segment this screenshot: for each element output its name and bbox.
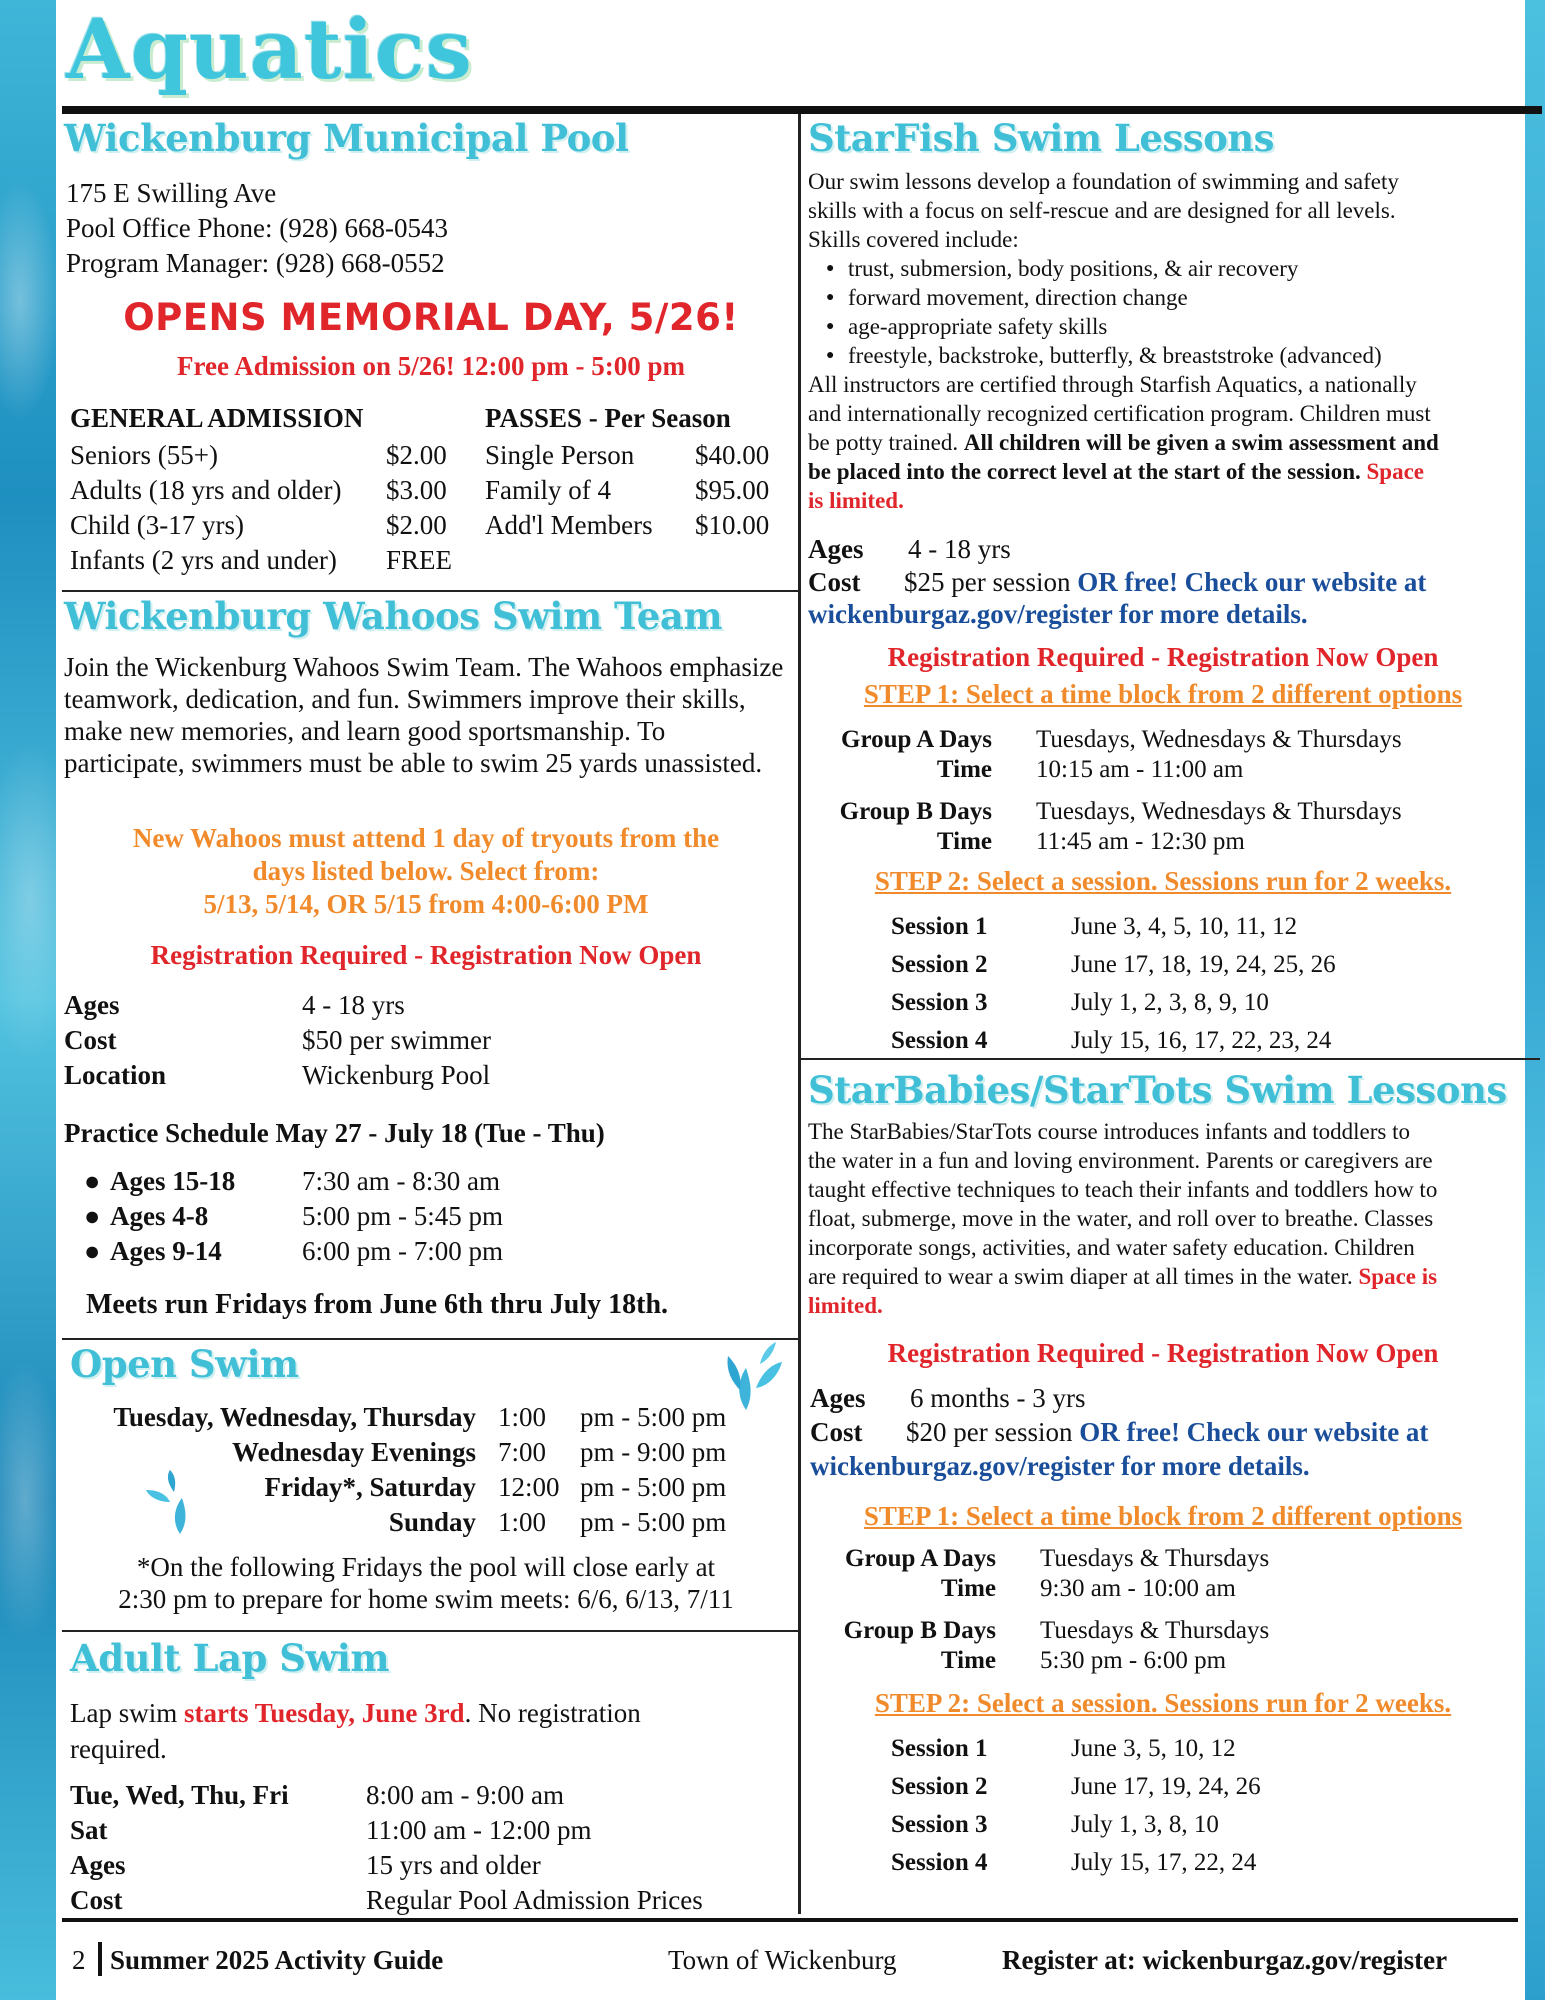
water-background-strip bbox=[0, 0, 56, 2000]
table-row: Family of 4 $95.00 bbox=[485, 475, 770, 505]
table-row: Tue, Wed, Thu, Fri 8:00 am - 9:00 am bbox=[70, 1780, 564, 1810]
free-admission: Free Admission on 5/26! 12:00 pm - 5:00 pm bbox=[176, 351, 685, 381]
starfish-group-b bbox=[828, 797, 1402, 857]
pool-manager-phone: Program Manager: (928) 668-0552 bbox=[66, 248, 445, 278]
starfish-step1: STEP 1: Select a time block from 2 different options bbox=[863, 679, 1463, 709]
wahoos-tryouts-line-3: 5/13, 5/14, OR 5/15 from 4:00-6:00 PM bbox=[203, 889, 649, 919]
page-title: Aquatics bbox=[66, 2, 473, 98]
table-row: Wednesday Evenings 7:00 pm - 9:00 pm bbox=[232, 1437, 727, 1467]
table-row: ● Ages 4-8 5:00 pm - 5:45 pm bbox=[84, 1201, 503, 1231]
starfish-sessions-table bbox=[891, 908, 1336, 1060]
footer-town: Town of Wickenburg bbox=[668, 1945, 897, 1975]
table-row: Child (3-17 yrs) $2.00 bbox=[70, 510, 447, 540]
table-row: Group B Days Tuesdays & Thursdays bbox=[843, 1617, 1270, 1644]
starbabies-group-b bbox=[832, 1616, 1269, 1676]
starbabies-ages: Ages 6 months - 3 yrs bbox=[810, 1383, 1086, 1413]
wahoos-tryouts-line-1: New Wahoos must attend 1 day of tryouts from the bbox=[132, 823, 720, 853]
general-admission-heading: GENERAL ADMISSION bbox=[70, 403, 364, 433]
starbabies-cost: Cost $20 per session OR free! Check our website at bbox=[810, 1417, 1429, 1447]
table-row: Ages 4 - 18 yrs bbox=[64, 990, 405, 1020]
lap-swim-section-title: Adult Lap Swim bbox=[70, 1636, 390, 1680]
starbabies-register-link[interactable]: wickenburgaz.gov/register for more details. bbox=[810, 1451, 1310, 1481]
starfish-registration: Registration Required - Registration Now Open bbox=[887, 642, 1439, 672]
starfish-intro-line: Skills covered include: bbox=[808, 227, 1019, 252]
general-admission-table bbox=[70, 438, 452, 578]
starfish-intro-line: Our swim lessons develop a foundation of swimming and safety bbox=[808, 169, 1399, 194]
open-swim-note-line-1: *On the following Fridays the pool will close early at bbox=[136, 1552, 716, 1582]
wahoos-intro: Join the Wickenburg Wahoos Swim Team. The Wahoos emphasize teamwork, dedication, and fun. Swimmers improve their skills, make new memories, and learn good sportsmanship. To participate, swimmers must be able to swim 25 yards unassisted. bbox=[64, 652, 784, 778]
table-row: Sunday 1:00 pm - 5:00 pm bbox=[388, 1507, 727, 1537]
open-swim-table bbox=[86, 1400, 726, 1540]
footer-rule bbox=[62, 1918, 1518, 1922]
table-row: Session 1 June 3, 4, 5, 10, 11, 12 bbox=[891, 913, 1298, 940]
starbabies-group-a bbox=[832, 1544, 1269, 1604]
table-row: Time 11:45 am - 12:30 pm bbox=[936, 828, 1245, 855]
table-row: Session 3 July 1, 3, 8, 10 bbox=[891, 1811, 1219, 1838]
practice-schedule-heading: Practice Schedule May 27 - July 18 (Tue - Thu) bbox=[64, 1118, 605, 1148]
starbabies-step1: STEP 1: Select a time block from 2 different options bbox=[863, 1501, 1463, 1531]
column-divider bbox=[798, 114, 801, 1914]
starbabies-section-title: StarBabies/StarTots Swim Lessons bbox=[808, 1068, 1507, 1112]
wahoos-tryouts-line-2: days listed below. Select from: bbox=[252, 856, 600, 886]
pool-address: 175 E Swilling Ave bbox=[66, 178, 277, 208]
table-row: Session 4 July 15, 17, 22, 24 bbox=[891, 1849, 1257, 1876]
list-item: ● age-appropriate safety skills bbox=[822, 312, 1382, 341]
starbabies-space-limited: limited. bbox=[808, 1293, 883, 1318]
starfish-ages: Ages 4 - 18 yrs bbox=[808, 534, 1011, 564]
starfish-cert-line: All instructors are certified through Starfish Aquatics, a nationally bbox=[808, 372, 1417, 397]
table-row: Seniors (55+) $2.00 bbox=[70, 440, 447, 470]
table-row: Session 2 June 17, 19, 24, 26 bbox=[891, 1773, 1261, 1800]
table-row: Time 5:30 pm - 6:00 pm bbox=[940, 1647, 1227, 1674]
open-swim-section-title: Open Swim bbox=[70, 1342, 299, 1386]
table-row: Time 9:30 am - 10:00 am bbox=[940, 1575, 1236, 1602]
table-row: Add'l Members $10.00 bbox=[485, 510, 770, 540]
starfish-cert-line: be potty trained. All children will be given a swim assessment and bbox=[808, 430, 1439, 455]
table-row: Group B Days Tuesdays, Wednesdays & Thursdays bbox=[839, 798, 1402, 825]
starfish-intro-line: skills with a focus on self-rescue and are designed for all levels. bbox=[808, 198, 1396, 223]
lap-swim-intro: Lap swim starts Tuesday, June 3rd. No registration bbox=[70, 1698, 641, 1728]
starbabies-intro-line: float, submerge, move in the water, and roll over to breathe. Classes bbox=[808, 1206, 1434, 1231]
starfish-assessment-line: be placed into the correct level at the start of the session. Space bbox=[808, 459, 1424, 484]
table-row: Group A Days Tuesdays & Thursdays bbox=[845, 1545, 1270, 1572]
table-row: Time 10:15 am - 11:00 am bbox=[936, 756, 1244, 783]
table-row: Session 4 July 15, 16, 17, 22, 23, 24 bbox=[891, 1027, 1332, 1054]
table-row: Session 1 June 3, 5, 10, 12 bbox=[891, 1735, 1236, 1762]
open-swim-note-line-2: 2:30 pm to prepare for home swim meets: 6/6, 6/13, 7/11 bbox=[118, 1584, 734, 1614]
table-row: Session 3 July 1, 2, 3, 8, 9, 10 bbox=[891, 989, 1269, 1016]
table-row: ● Ages 15-18 7:30 am - 8:30 am bbox=[84, 1166, 500, 1196]
section-divider bbox=[62, 1338, 798, 1340]
starfish-group-a bbox=[828, 725, 1402, 785]
starbabies-intro-line: taught effective techniques to teach their infants and toddlers how to bbox=[808, 1177, 1438, 1202]
wahoos-registration: Registration Required - Registration Now Open bbox=[150, 940, 702, 970]
starfish-cert-line: and internationally recognized certification program. Children must bbox=[808, 401, 1431, 426]
passes-table bbox=[485, 438, 769, 543]
starfish-cost: Cost $25 per session OR free! Check our website at bbox=[808, 567, 1427, 597]
footer-guide-title: Summer 2025 Activity Guide bbox=[110, 1945, 444, 1975]
table-row: Location Wickenburg Pool bbox=[64, 1060, 491, 1090]
table-row: Infants (2 yrs and under) FREE bbox=[70, 545, 453, 575]
starfish-skills-list bbox=[822, 254, 1382, 370]
table-row: Tuesday, Wednesday, Thursday 1:00 pm - 5:00 pm bbox=[113, 1402, 727, 1432]
starbabies-sessions-table bbox=[891, 1730, 1261, 1882]
wahoos-info-table bbox=[64, 988, 491, 1093]
starfish-step2: STEP 2: Select a session. Sessions run for 2 weeks. bbox=[874, 866, 1452, 896]
section-divider bbox=[62, 590, 798, 592]
table-row: Ages 15 yrs and older bbox=[70, 1850, 541, 1880]
list-item: ● forward movement, direction change bbox=[822, 283, 1382, 312]
table-row: Sat 11:00 am - 12:00 pm bbox=[70, 1815, 592, 1845]
table-row: ● Ages 9-14 6:00 pm - 7:00 pm bbox=[84, 1236, 503, 1266]
pool-office-phone: Pool Office Phone: (928) 668-0543 bbox=[66, 213, 448, 243]
starfish-register-link[interactable]: wickenburgaz.gov/register for more details. bbox=[808, 599, 1308, 629]
opens-memorial-day: OPENS MEMORIAL DAY, 5/26! bbox=[123, 296, 739, 339]
footer-separator bbox=[98, 1942, 102, 1976]
wahoos-section-title: Wickenburg Wahoos Swim Team bbox=[64, 594, 722, 638]
meets-note: Meets run Fridays from June 6th thru July 18th. bbox=[86, 1289, 669, 1320]
page bbox=[56, 0, 1525, 2000]
lap-swim-intro-end: required. bbox=[70, 1734, 167, 1764]
page-number: 2 bbox=[72, 1945, 86, 1975]
practice-schedule-table bbox=[84, 1164, 503, 1269]
section-divider bbox=[800, 1058, 1540, 1060]
table-row: Cost Regular Pool Admission Prices bbox=[70, 1885, 703, 1915]
table-row: Session 2 June 17, 18, 19, 24, 25, 26 bbox=[891, 951, 1336, 978]
section-divider bbox=[62, 1630, 798, 1632]
list-item: ● freestyle, backstroke, butterfly, & breaststroke (advanced) bbox=[822, 341, 1382, 370]
footer-register-link[interactable]: Register at: wickenburgaz.gov/register bbox=[1002, 1945, 1448, 1975]
starfish-space-limited: is limited. bbox=[808, 488, 904, 513]
starbabies-diaper-line: are required to wear a swim diaper at all times in the water. Space is bbox=[808, 1264, 1438, 1289]
starbabies-intro-line: The StarBabies/StarTots course introduces infants and toddlers to bbox=[808, 1119, 1411, 1144]
top-rule bbox=[62, 106, 1542, 114]
starbabies-intro-line: incorporate songs, activities, and water safety education. Children bbox=[808, 1235, 1415, 1260]
water-background-right bbox=[1525, 0, 1545, 2000]
table-row: Friday*, Saturday 12:00 pm - 5:00 pm bbox=[264, 1472, 727, 1502]
table-row: Single Person $40.00 bbox=[485, 440, 770, 470]
starbabies-intro-line: the water in a fun and loving environment. Parents or caregivers are bbox=[808, 1148, 1433, 1173]
starbabies-step2: STEP 2: Select a session. Sessions run for 2 weeks. bbox=[874, 1688, 1452, 1718]
water-splash-icon bbox=[716, 1340, 786, 1412]
table-row: Group A Days Tuesdays, Wednesdays & Thursdays bbox=[841, 726, 1402, 753]
table-row: Adults (18 yrs and older) $3.00 bbox=[70, 475, 447, 505]
starfish-section-title: StarFish Swim Lessons bbox=[808, 116, 1275, 160]
table-row: Cost $50 per swimmer bbox=[64, 1025, 491, 1055]
starbabies-registration: Registration Required - Registration Now Open bbox=[887, 1338, 1439, 1368]
list-item: ● trust, submersion, body positions, & air recovery bbox=[822, 254, 1382, 283]
passes-heading: PASSES - Per Season bbox=[485, 403, 731, 433]
pool-section-title: Wickenburg Municipal Pool bbox=[64, 116, 629, 160]
lap-swim-table bbox=[70, 1778, 703, 1918]
